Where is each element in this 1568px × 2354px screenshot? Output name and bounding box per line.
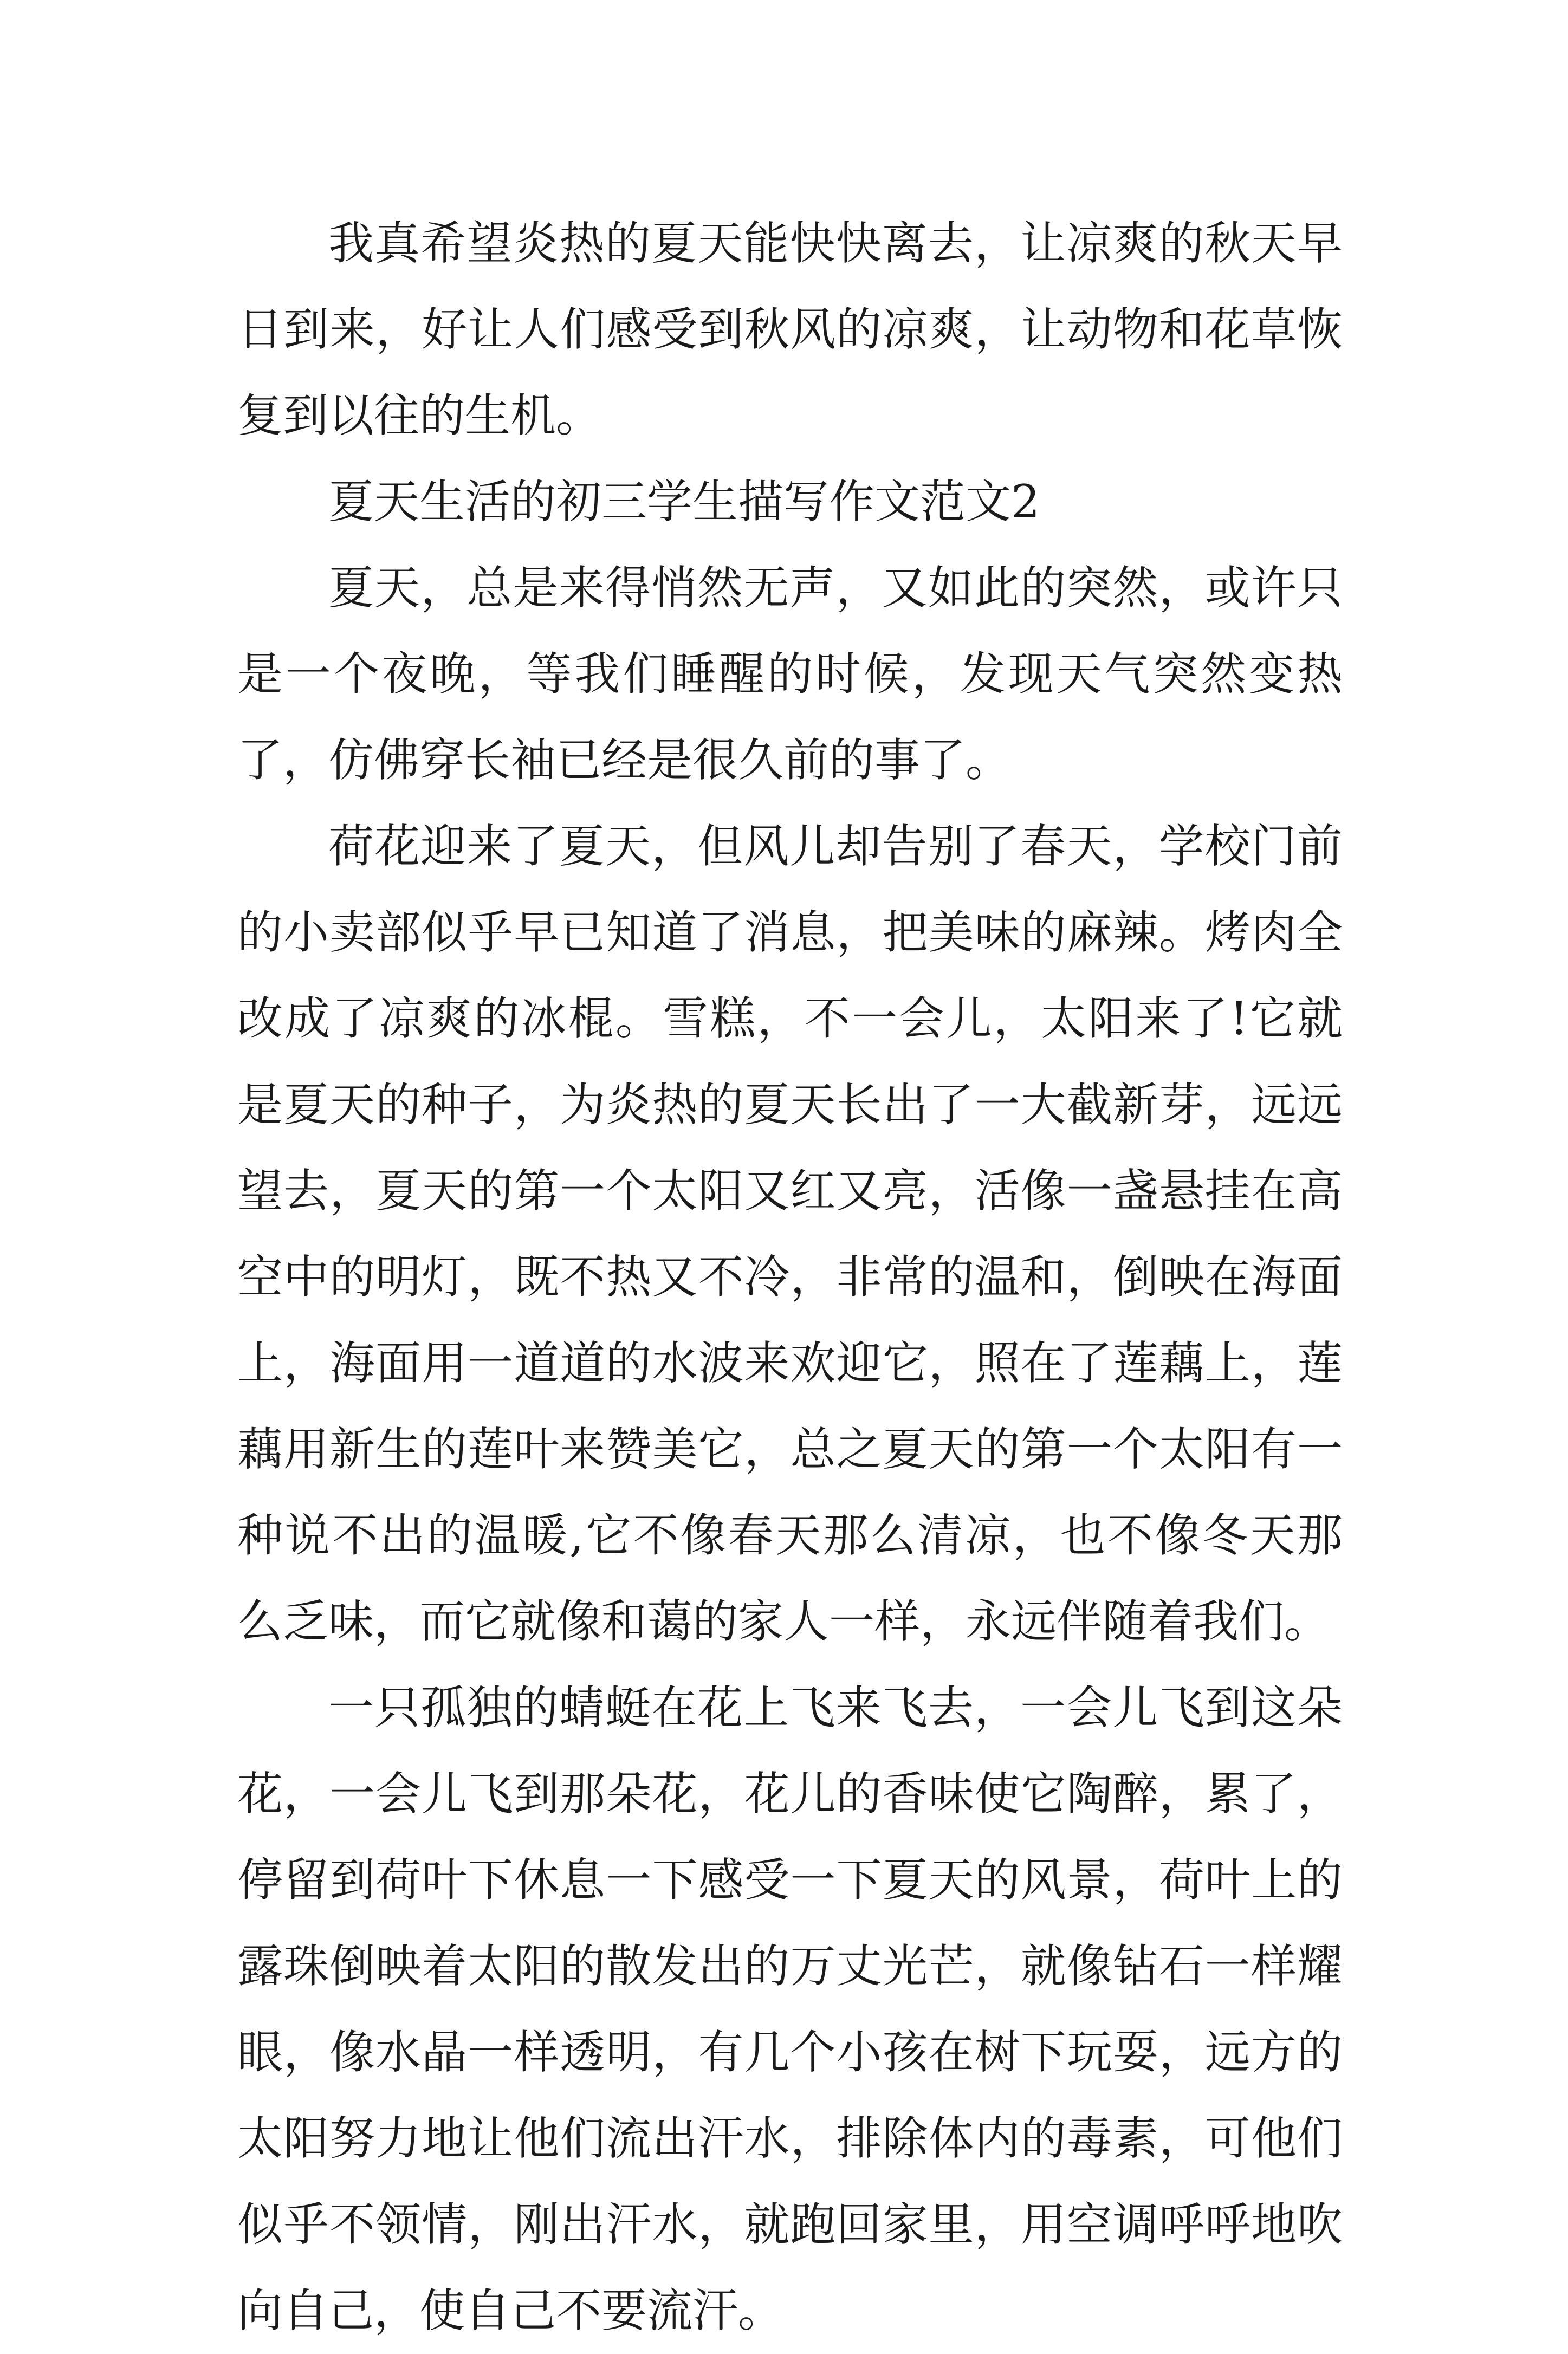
paragraph-summer-arrival: 夏天，总是来得悄然无声，又如此的突然，或许只是一个夜晚，等我们睡醒的时候，发现天气突然变热了，仿佛穿长袖已经是很久前的事了。 [237,561,1343,787]
paragraph-dragonfly: 一只孤独的蜻蜓在花上飞来飞去，一会儿飞到这朵花，一会儿飞到那朵花，花儿的香味使它陶醉，累了，停留到荷叶下休息一下感受一下夏天的风景，荷叶上的露珠倒映着太阳的散发出的万丈光芒，就像钻石一样耀眼，像水晶一样透明，有几个小孩在树下玩耍，远方的太阳努力地让他们流出汗水，排除体内的毒素，可他们似乎不领情，刚出汗水，就跑回家里，用空调呼呼地吹向自己，使自己不要流汗。 [237,1681,1343,2337]
document-body [237,200,1343,2354]
essay-title: 夏天生活的初三学生描写作文范文2 [328,475,1040,528]
paragraph-first-sun: 荷花迎来了夏天，但风儿却告别了春天，学校门前的小卖部似乎早已知道了消息，把美味的麻辣。烤肉全改成了凉爽的冰棍。雪糕，不一会儿，太阳来了!它就是夏天的种子，为炎热的夏天长出了一大截新芽，远远望去，夏天的第一个太阳又红又亮，活像一盏悬挂在高空中的明灯，既不热又不冷，非常的温和，倒映在海面上，海面用一道道的水波来欢迎它，照在了莲藕上，莲藕用新生的莲叶来赞美它，总之夏天的第一个太阳有一种说不出的温暖,它不像春天那么清凉，也不像冬天那么乏味，而它就像和蔼的家人一样，永远伴随着我们。 [237,820,1343,1648]
paragraph-closing-wish: 我真希望炎热的夏天能快快离去，让凉爽的秋天早日到来，好让人们感受到秋风的凉爽，让动物和花草恢复到以往的生机。 [237,217,1343,442]
